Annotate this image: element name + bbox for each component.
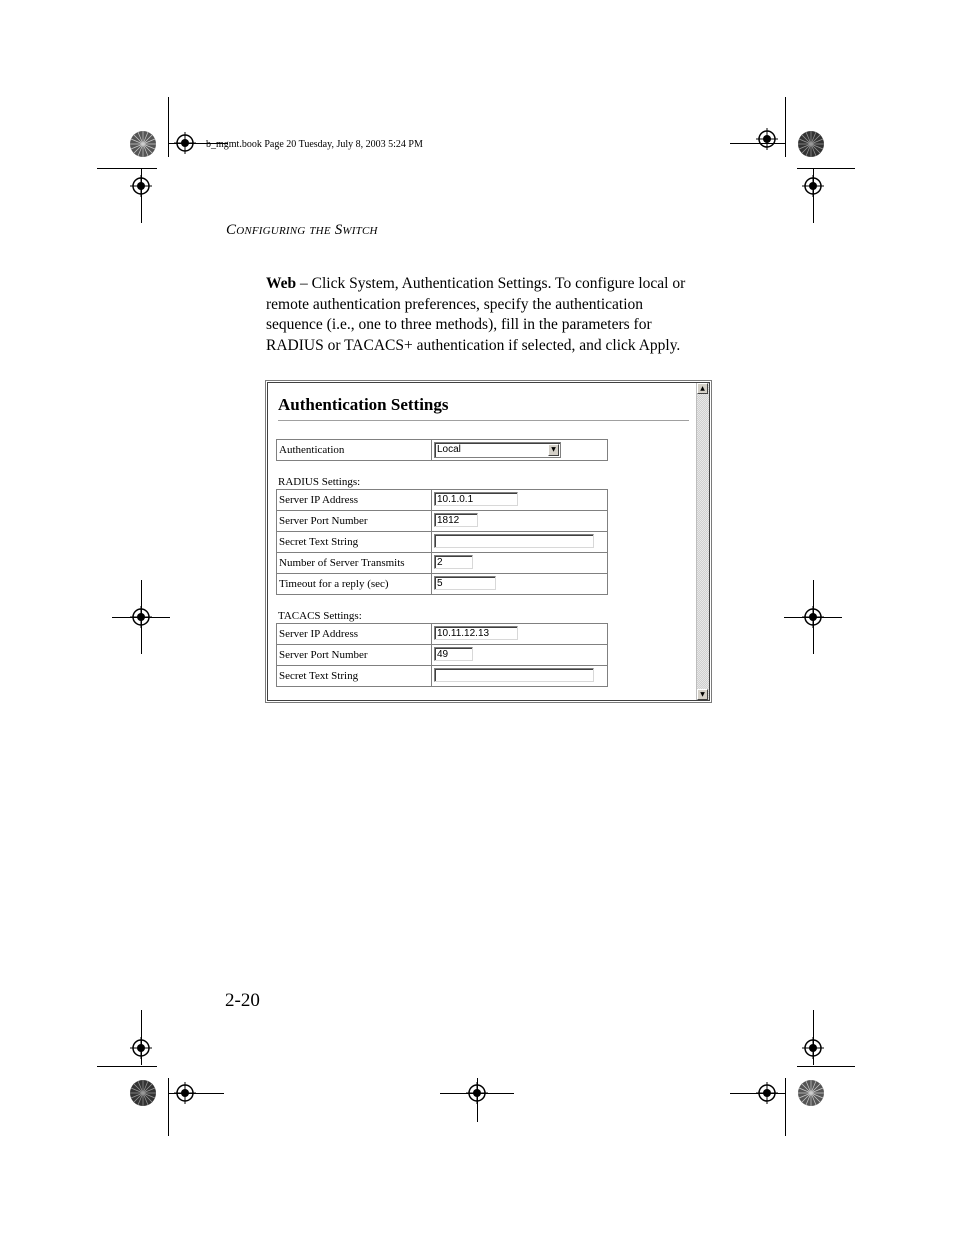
registration-target-icon [756, 128, 778, 150]
table-row [277, 440, 608, 461]
scroll-down-icon[interactable]: ▼ [697, 689, 708, 700]
radius-settings-label: RADIUS Settings: [278, 476, 361, 488]
authentication-table [276, 439, 608, 461]
authentication-select-value: Local [437, 444, 461, 455]
radius-transmits-label: Number of Server Transmits [277, 553, 432, 574]
radius-transmits-input[interactable]: 2 [434, 555, 473, 569]
page-number: 2-20 [225, 990, 260, 1011]
table-row [277, 532, 608, 553]
tacacs-secret-label: Secret Text String [277, 666, 432, 687]
registration-target-icon [802, 1037, 824, 1059]
registration-target-icon [756, 1082, 778, 1104]
body-line: – Click System, Authentication Settings. To configure local or [296, 275, 686, 292]
table-row [277, 553, 608, 574]
tacacs-server-ip-input[interactable]: 10.11.12.13 [434, 626, 518, 640]
tacacs-server-port-input[interactable]: 49 [434, 647, 473, 661]
authentication-label: Authentication [277, 440, 432, 461]
scroll-up-icon[interactable]: ▲ [697, 383, 708, 394]
radius-server-ip-input[interactable]: 10.1.0.1 [434, 492, 518, 506]
table-row [277, 574, 608, 595]
running-head: Configuring the Switch [226, 222, 378, 238]
starburst-mark-icon [129, 1079, 157, 1107]
radius-settings-table [276, 489, 608, 595]
radius-server-port-input[interactable]: 1812 [434, 513, 478, 527]
table-row [277, 624, 608, 645]
table-row [277, 511, 608, 532]
tacacs-server-port-label: Server Port Number [277, 645, 432, 666]
registration-target-icon [466, 1082, 488, 1104]
registration-target-icon [130, 606, 152, 628]
registration-target-icon [802, 175, 824, 197]
radius-secret-input[interactable] [434, 534, 594, 548]
starburst-mark-icon [797, 1079, 825, 1107]
registration-target-icon [130, 175, 152, 197]
starburst-mark-icon [129, 130, 157, 158]
radius-secret-label: Secret Text String [277, 532, 432, 553]
page-title: Authentication Settings [278, 395, 449, 414]
radius-server-port-label: Server Port Number [277, 511, 432, 532]
vertical-scrollbar[interactable] [696, 383, 709, 700]
body-line: remote authentication preferences, specify the authentication [266, 295, 643, 313]
tacacs-settings-table [276, 623, 608, 687]
body-line: RADIUS or TACACS+ authentication if selected, and click Apply. [266, 336, 681, 354]
starburst-mark-icon [797, 130, 825, 158]
tacacs-secret-input[interactable] [434, 668, 594, 682]
registration-target-icon [130, 1037, 152, 1059]
radius-server-ip-label: Server IP Address [277, 490, 432, 511]
authentication-select[interactable] [434, 442, 561, 458]
registration-target-icon [802, 606, 824, 628]
registration-target-icon [174, 1082, 196, 1104]
table-row [277, 666, 608, 687]
registration-target-icon [174, 132, 196, 154]
tacacs-server-ip-label: Server IP Address [277, 624, 432, 645]
table-row [277, 645, 608, 666]
body-paragraph [266, 274, 726, 356]
radius-timeout-label: Timeout for a reply (sec) [277, 574, 432, 595]
tacacs-settings-label: TACACS Settings: [278, 610, 362, 622]
body-lead: Web [266, 275, 297, 292]
authentication-settings-screenshot [265, 380, 712, 703]
radius-timeout-input[interactable]: 5 [434, 576, 496, 590]
table-row [277, 490, 608, 511]
chevron-down-icon[interactable]: ▼ [548, 444, 559, 456]
book-header: b_mgmt.book Page 20 Tuesday, July 8, 2003 5:24 PM [206, 139, 423, 150]
title-divider [278, 420, 689, 421]
body-line: sequence (i.e., one to three methods), fill in the parameters for [266, 316, 652, 333]
